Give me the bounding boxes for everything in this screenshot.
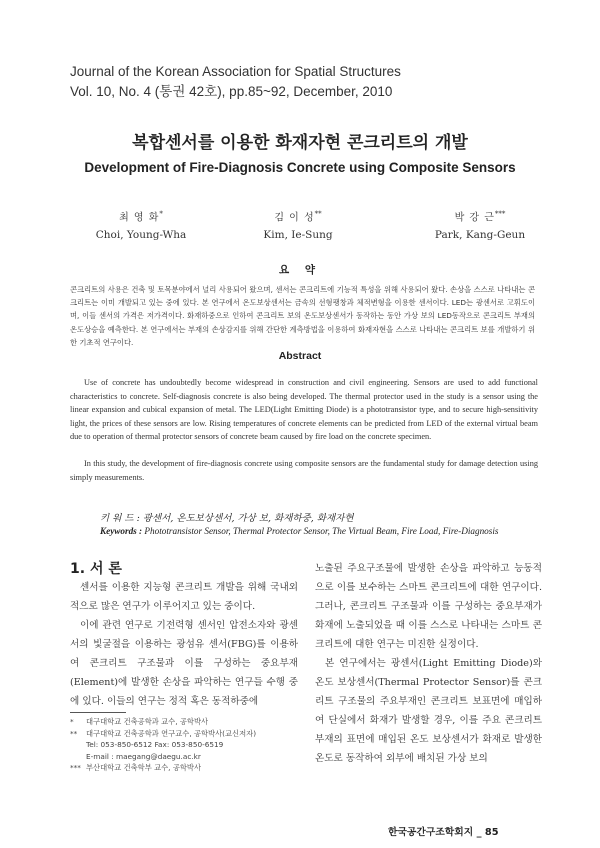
section-heading-introduction — [70, 558, 122, 578]
footnote-3 — [70, 762, 300, 774]
author-2-mark: ** — [314, 210, 322, 218]
footnote-1 — [70, 716, 300, 728]
author-3-mark: *** — [494, 210, 506, 218]
journal-volume-info: Vol. 10, No. 4 (통권 42호), pp.85~92, December, 2010 — [70, 84, 393, 99]
page-footer: 한국공간구조학회지 _ 85 — [388, 827, 499, 838]
author-3-name-ko: 박 강 근 — [454, 212, 495, 224]
author-1 — [86, 206, 196, 243]
author-2 — [243, 206, 353, 243]
section-title: 서 론 — [89, 561, 122, 577]
body-paragraph: 이에 관련 연구로 기전력형 센서인 압전소자와 광센서의 빛굴절을 이용하는 광섬유 센서(FBG)를 이용하여 콘크리트 구조물과 이를 구성하는 중요부재(Element)에 발생한 손상을 파악하는 연구들 수행 중에 있다. 이들의 연구는 정적 혹은 동적하중에 — [70, 620, 298, 707]
author-1-name-en: Choi, Young-Wha — [95, 228, 187, 241]
keywords-english-label: Keywords : — [100, 526, 143, 536]
keywords-korean-list: 광센서, 온도보상센서, 가상 보, 화재하중, 화재자현 — [142, 513, 354, 524]
keywords-english-list: Phototransistor Sensor, Thermal Protector Sensor, The Virtual Beam, Fire Load, Fire-Diagnosis — [144, 526, 499, 536]
section-number: 1. — [70, 561, 86, 577]
author-footnotes — [70, 716, 300, 774]
footnote-3-text: 부산대학교 건축학부 교수, 공학박사 — [86, 763, 202, 772]
footnote-2-email: E-mail : maegang@daegu.ac.kr — [86, 751, 201, 761]
footnote-2-mark: ** — [70, 728, 78, 738]
footnote-1-mark: * — [70, 717, 74, 726]
body-paragraph: 본 연구에서는 광센서(Light Emitting Diode)와 온도 보상센서(Thermal Protector Sensor)를 콘크리트 구조물의 주요부재인 콘크리트 보표면에 매입하여 단실에서 화재가 발생할 경우, 이를 주요 콘크리트 부재의 표면에 매입된 온도 보상센서가 화재로 발생한 온도로 동작하여 외부에 배치된 가상 보의 — [315, 658, 542, 764]
footnote-2 — [70, 728, 300, 740]
author-3-name-en: Park, Kang-Geun — [434, 228, 526, 241]
keywords-english — [100, 526, 498, 536]
abstract-korean-body: 콘크리트의 사용은 건축 및 토목분야에서 널리 사용되어 왔으며, 센서는 콘크리트에 기능적 특성을 위해 사용되어 왔다. 손상을 스스로 나타내는 콘크리트는 이미 개발되고 있는 중에 있다. 본 연구에서 온도보상센서는 금속의 선형팽창과 체적변형을 이용한 센서이다. LED는 광센서로 고휘도이며, 이들 센서의 가격은 저가격이다. 화재하중으로 인하여 콘크리트 보의 온도보상센서가 동작하는 동안 가상 보의 LED동작으로 콘크리트 부재의 온도상승을 예측한다. 본 연구에서는 부재의 손상감지를 위해 간단한 계측방법을 이용하여 화재자현을 스스로 나타내는 콘크리트 보를 개발하기 위한 기초적 연구이다. — [70, 285, 535, 347]
footnote-1-text: 대구대학교 건축공학과 교수, 공학박사 — [86, 717, 209, 726]
body-paragraph: 노출된 주요구조물에 발생한 손상을 파악하고 능동적으로 이를 보수하는 스마트 콘크리트에 대한 연구이다. 그러나, 콘크리트 구조물과 이를 구성하는 중요부재가 화재에 노출되었을 때 이를 스스로 나타내는 스마트 콘크리트에 대한 연구는 미진한 실정이다. — [315, 563, 542, 650]
author-1-name-ko: 최 영 화 — [119, 212, 160, 224]
paper-title-english: Development of Fire-Diagnosis Concrete using Composite Sensors — [84, 160, 516, 175]
body-paragraph: 센서를 이용한 지능형 콘크리트 개발을 위해 국내외적으로 많은 연구가 이루어지고 있는 중이다. — [70, 582, 298, 612]
keywords-korean-label: 키 워 드 : — [100, 513, 140, 524]
keywords-korean — [100, 510, 354, 524]
footnote-divider — [70, 712, 126, 713]
abstract-english-paragraph-2: In this study, the development of fire-diagnosis concrete using composite sensors are the fundamental study for damage detection using simply measurements. — [70, 459, 538, 482]
author-3 — [420, 206, 540, 243]
author-2-name-ko: 김 이 성 — [274, 212, 315, 224]
author-1-mark: * — [159, 210, 163, 218]
footnote-3-mark: *** — [70, 763, 81, 772]
paper-title-korean: 복합센서를 이용한 화재자현 콘크리트의 개발 — [132, 133, 468, 153]
abstract-english-paragraph-1: Use of concrete has undoubtedly become widespread in construction and civil engineering. Sensors are used to add functional characteristics to concrete. Self-diagnosis concrete is also being developed. The thermal protector used in the study is a sensor using the linear expansion and cubical expansion of metal. The LED(Light Emitting Diode) is a phototransistor type, and to secure high-sensitivity light, the prices of these sensors are low. Rising temperatures of concrete elements can be predicted from LED of the external virtual beam due to operation of thermal protector sensors of concrete beam caused by fire load on the concrete specimen. — [70, 378, 538, 441]
abstract-korean-heading: 요 약 — [279, 264, 321, 276]
body-left-column — [70, 578, 298, 711]
author-2-name-en: Kim, Ie-Sung — [263, 228, 333, 241]
body-right-column — [315, 559, 542, 768]
footnote-2-phone: Tel: 053-850-6512 Fax: 053-850-6519 — [86, 740, 224, 749]
abstract-english-heading: Abstract — [278, 350, 322, 362]
journal-name: Journal of the Korean Association for Spatial Structures — [70, 64, 401, 79]
footnote-2-text: 대구대학교 건축공학과 연구교수, 공학박사(교신저자) — [86, 728, 257, 738]
